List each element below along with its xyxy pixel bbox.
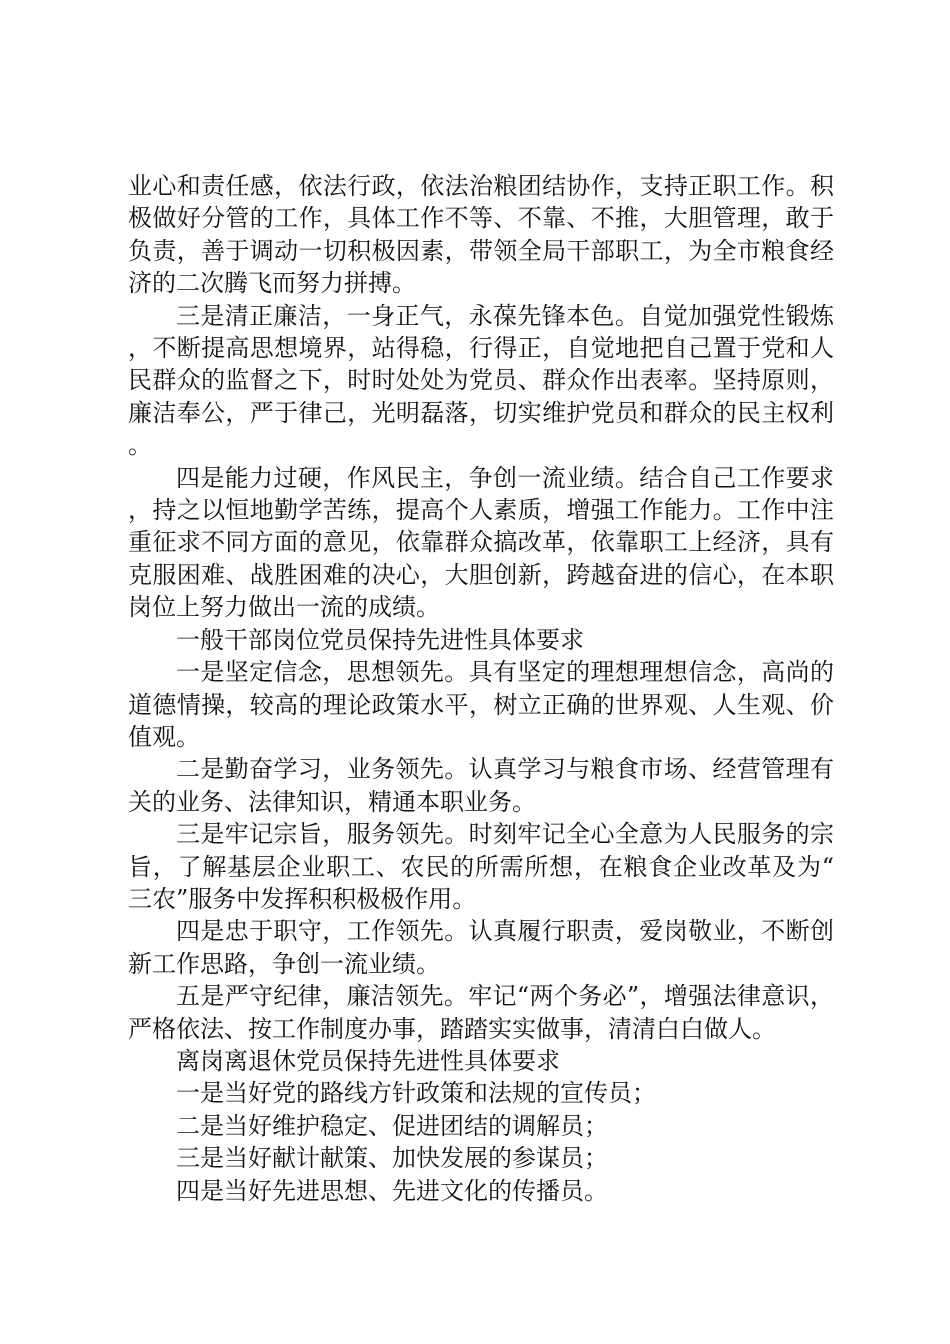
paragraph-3: 四是能力过硬，作风民主，争创一流业绩。结合自己工作要求，持之以恒地勤学苦练，提高个人素质，增强工作能力。工作中注重征求不同方面的意见，依靠群众搞改革，依靠职工上经济，具有克服困难、战胜困难的决心，大胆创新，跨越奋进的信心，在本职岗位上努力做出一流的成绩。	[128, 463, 834, 622]
document-body	[128, 170, 834, 1207]
paragraph-1: 业心和责任感，依法行政，依法治粮团结协作，支持正职工作。积极做好分管的工作，具体工作不等、不靠、不推，大胆管理，敢于负责，善于调动一切积极因素，带领全局干部职工，为全市粮食经济的二次腾飞而努力拼搏。	[128, 172, 834, 298]
section-heading-general-cadres: 一般干部岗位党员保持先进性具体要求	[176, 625, 584, 654]
paragraph-2: 三是清正廉洁，一身正气，永葆先锋本色。自觉加强党性锻炼，不断提高思想境界，站得稳，行得正，自觉地把自己置于党和人民群众的监督之下，时时处处为党员、群众作出表率。坚持原则，廉洁奉公，严于律己，光明磊落，切实维护党员和群众的民主权利。	[128, 301, 834, 460]
list-item-2: 二是当好维护稳定、促进团结的调解员；	[176, 1111, 608, 1140]
paragraph-5: 一是坚定信念，思想领先。具有坚定的理想理想信念，高尚的道德情操，较高的理论政策水平，树立正确的世界观、人生观、价值观。	[128, 658, 834, 751]
list-item-3: 三是当好献计献策、加快发展的参谋员；	[176, 1144, 608, 1173]
paragraph-7: 三是牢记宗旨，服务领先。时刻牢记全心全意为人民服务的宗旨，了解基层企业职工、农民的所需所想，在粮食企业改革及为“三农”服务中发挥积积极极作用。	[128, 820, 834, 913]
list-item-1: 一是当好党的路线方针政策和法规的宣传员；	[176, 1079, 656, 1108]
paragraph-9: 五是严守纪律，廉洁领先。牢记“两个务必”，增强法律意识，严格依法、按工作制度办事，踏踏实实做事，清清白白做人。	[128, 982, 834, 1043]
paragraph-8: 四是忠于职守，工作领先。认真履行职责，爱岗敬业，不断创新工作思路，争创一流业绩。	[128, 917, 834, 978]
list-item-4: 四是当好先进思想、先进文化的传播员。	[176, 1176, 608, 1205]
section-heading-retired: 离岗离退休党员保持先进性具体要求	[176, 1046, 560, 1075]
paragraph-6: 二是勤奋学习，业务领先。认真学习与粮食市场、经营管理有关的业务、法律知识，精通本职业务。	[128, 755, 834, 816]
